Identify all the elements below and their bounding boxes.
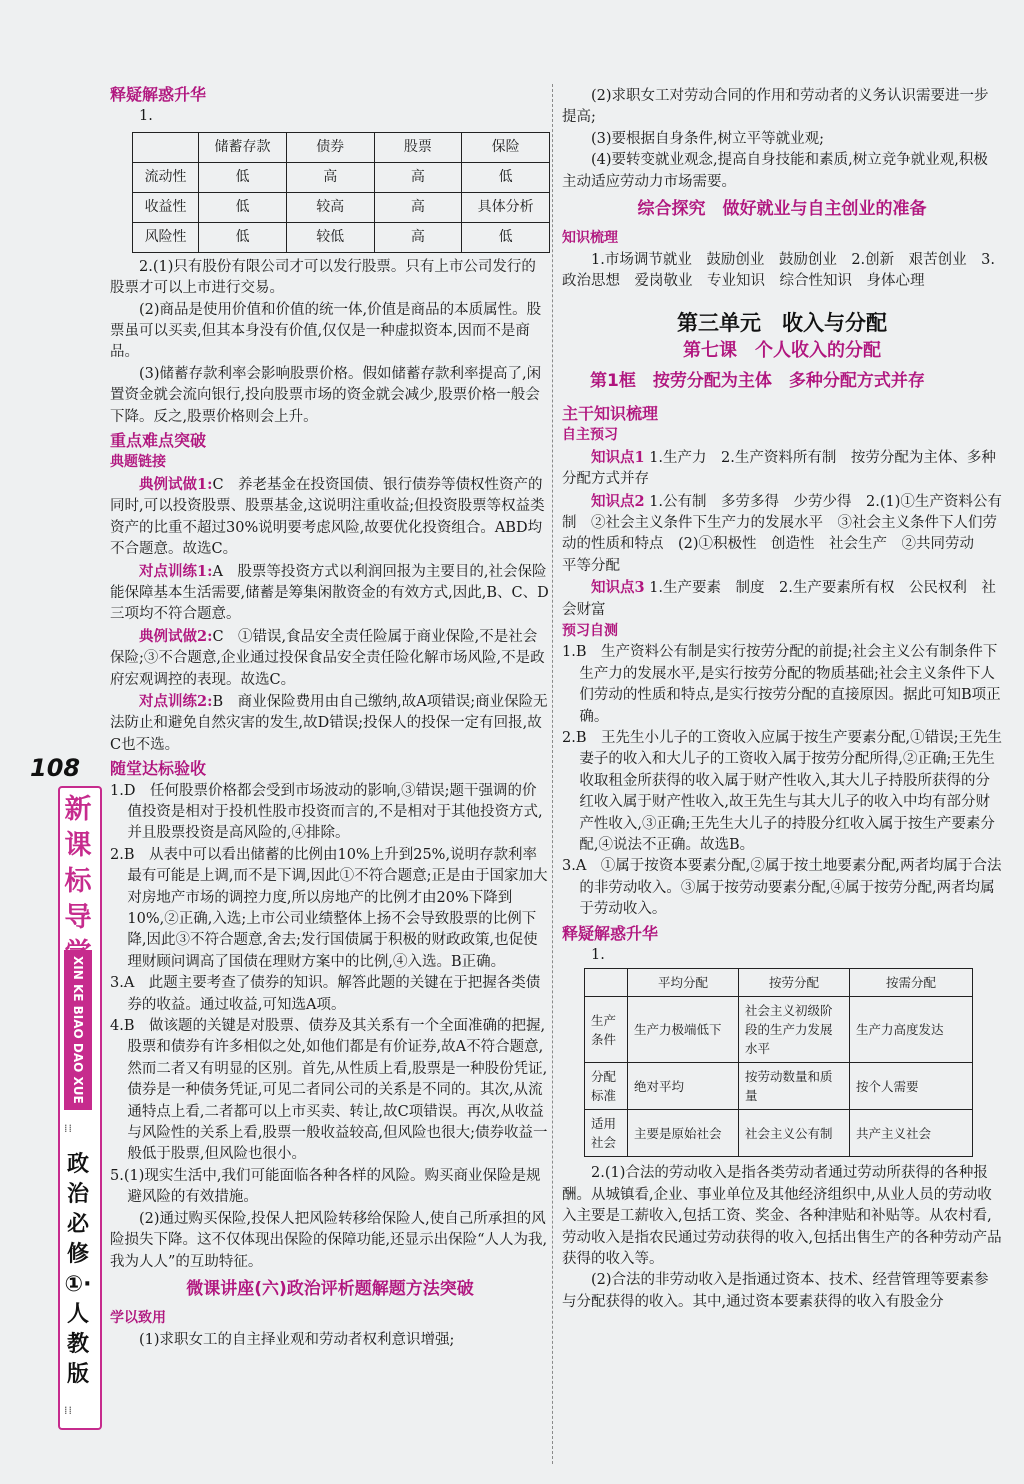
table-cell: 高	[374, 192, 462, 222]
heading-suitang: 随堂达标验收	[110, 759, 207, 779]
table-cell: 储蓄存款	[199, 132, 287, 162]
table-row	[133, 192, 550, 222]
knowledge-tag: 知识点2	[591, 492, 645, 510]
answer-paragraph: (2)合法的非劳动收入是指通过资本、技术、经营管理等要素参与分配获得的收入。其中,通过资本要素获得的收入有股金分	[562, 1272, 989, 1310]
knowledge-text: 1.生产力 2.生产资料所有制 按劳分配为主体、多种分配方式并存	[562, 449, 996, 488]
table-cell: 社会主义公有制	[739, 1110, 850, 1157]
table-cell: 低	[199, 162, 287, 192]
table-row	[585, 1063, 973, 1110]
table-cell: 分配标准	[585, 1063, 628, 1110]
training-paragraph	[110, 561, 550, 626]
example-tag: 典例试做2:	[139, 627, 213, 645]
book-title: 政治必修①·人教版	[64, 1152, 92, 1387]
example-text: C 养老基金在投资国债、银行债券等债权性资产的同时,可以投资股票、股票基金,这说明注重收益;但投资股票等权益类资产的比重不超过30%说明要考虑风险,故要优化投资组合。ABD均不合题意。故选C。	[110, 476, 545, 558]
table-cell: 保险	[462, 132, 550, 162]
quiz-answer: 1.B 生产资料公有制是实行按劳分配的前提;社会主义公有制条件下生产力的发展水平,是实行按劳分配的物质基础;社会主义条件下人们劳动的性质和特点,是实行按劳分配的直接原因。据此可知B项正确。	[562, 644, 1001, 725]
heading-zhugan: 主干知识梳理	[562, 403, 659, 423]
table-cell	[585, 969, 628, 997]
table-cell: 具体分析	[462, 192, 550, 222]
distribution-table	[584, 968, 973, 1157]
column-divider	[552, 84, 553, 1464]
table-cell: 社会主义初级阶段的生产力发展水平	[739, 997, 850, 1063]
example-tag: 典例试做1:	[139, 475, 213, 493]
heading-zonghe: 综合探究 做好就业与自主创业的准备	[637, 199, 927, 220]
table-cell: 按需分配	[850, 969, 973, 997]
quiz-answer: 2.B 从表中可以看出储蓄的比例由10%上升到25%,说明存款利率最有可能是上调,而不是下调,因此①不符合题意;正是由于国家加大对房地产市场的调控力度,所以房地产的比例才由20%下降到10%,②正确,入选;上市公司业绩整体上扬不会导致股票的比例下降,因此③不符合题意,舍去;发行国债属于积极的财政政策,也促使理财顾问调高了国债在理财方案中的比例,④入选。B正确。	[110, 846, 548, 970]
spine-dots: ⁞⁞	[64, 1122, 73, 1135]
frame-title: 第1框 按劳分配为主体 多种分配方式并存	[590, 371, 925, 392]
table-cell: 风险性	[133, 222, 199, 252]
quiz-answer: 2.B 王先生小儿子的工资收入应属于按生产要素分配,①错误;王先生妻子的收入和大儿子的工资收入属于按劳分配所得,②正确;王先生收取租金所获得的收入属于财产性收入,其大儿子持股所获得的分红收入属于财产性收入,故王先生与其大儿子的收入中均有部分财产性收入,③正确;王先生大儿子的持股分红收入属于按生产要素分配,④说法不正确。故选B。	[562, 729, 1002, 853]
right-column	[562, 86, 1002, 1313]
table-row	[585, 1110, 973, 1157]
table-row	[133, 222, 550, 252]
heading-shiyi-right: 释疑解惑升华	[562, 923, 659, 943]
training-paragraph	[110, 691, 550, 756]
series-title: 新课标导	[64, 794, 92, 933]
table-cell: 低	[462, 162, 550, 192]
table-cell: 生产条件	[585, 997, 628, 1063]
heading-zizhu: 自主预习	[562, 427, 618, 444]
table-cell: 流动性	[133, 162, 199, 192]
left-column	[110, 82, 550, 1351]
table-header-row	[133, 132, 550, 162]
table-cell: 低	[199, 222, 287, 252]
item-number: 1.	[139, 108, 153, 125]
table-cell: 低	[199, 192, 287, 222]
table-row	[133, 162, 550, 192]
heading-shiyi: 释疑解惑升华	[110, 85, 207, 104]
example-text: C ①错误,食品安全责任险属于商业保险,不是社会保险;③不合题意,企业通过投保食品安全责任险化解市场风险,不是政府宏观调控的表现。故选C。	[110, 628, 545, 688]
knowledge-tag: 知识点3	[591, 579, 645, 597]
table-cell: 按个人需要	[850, 1063, 973, 1110]
answer-paragraph: (4)要转变就业观念,提高自身技能和素质,树立竞争就业观,积极主动适应劳动力市场需要。	[562, 152, 988, 190]
heading-dianti: 典题链接	[110, 454, 166, 471]
heading-yuxi: 预习自测	[562, 622, 618, 639]
table-cell	[133, 132, 199, 162]
unit-title: 第三单元 收入与分配	[677, 310, 887, 335]
answer-paragraph: 2.(1)合法的劳动收入是指各类劳动者通过劳动所获得的各种报酬。从城镇看,企业、事业单位及其他经济组织中,从业人员的劳动收入主要是工薪收入,包括工资、奖金、各种津贴和补贴等。从农村看,劳动收入是指农民通过劳动获得的收入,包括出售生产的各种劳动产品获得的收入等。	[562, 1165, 1002, 1268]
table-cell: 高	[374, 222, 462, 252]
heading-weike: 微课讲座(六)政治评析题解题方法突破	[186, 1278, 474, 1299]
answer-paragraph: 1.市场调节就业 鼓励创业 鼓励创业 2.创新 艰苦创业 3.政治思想 爱岗敬业 专业知识 综合性知识 身体心理	[562, 251, 996, 290]
table-cell: 平均分配	[628, 969, 739, 997]
answer-paragraph: (1)求职女工的自主择业观和劳动者权利意识增强;	[139, 1331, 455, 1348]
knowledge-tag: 知识点1	[591, 448, 645, 466]
table-cell: 收益性	[133, 192, 199, 222]
table-cell: 低	[462, 222, 550, 252]
table-cell: 适用社会	[585, 1110, 628, 1157]
table-cell: 共产主义社会	[850, 1110, 973, 1157]
quiz-answer: 3.A 此题主要考查了债券的知识。解答此题的关键在于把握各类债券的收益。通过收益,可知选A项。	[110, 975, 541, 1013]
answer-paragraph: (3)储蓄存款利率会影响股票价格。假如储蓄存款利率提高了,闲置资金就会流向银行,投向股票市场的资金就会减少,股票价格一般会下降。反之,股票价格则会上升。	[110, 365, 542, 425]
table-cell: 生产力极端低下	[628, 997, 739, 1063]
page-number: 108	[30, 754, 81, 782]
training-tag: 对点训练2:	[139, 692, 213, 710]
item-number: 1.	[591, 947, 605, 964]
training-tag: 对点训练1:	[139, 562, 213, 580]
heading-zhishi: 知识梳理	[562, 230, 618, 247]
example-paragraph	[110, 474, 550, 561]
answer-paragraph: (2)商品是使用价值和价值的统一体,价值是商品的本质属性。股票虽可以买卖,但其本身没有价值,仅仅是一种虚拟资本,因而不是商品。	[110, 301, 542, 361]
lesson-title: 第七课 个人收入的分配	[683, 340, 881, 362]
table-cell: 高	[286, 162, 374, 192]
spine-dots: ⁞⁞	[64, 1404, 73, 1417]
heading-xueyi: 学以致用	[110, 1310, 166, 1327]
investment-table	[132, 132, 550, 253]
table-cell: 债券	[286, 132, 374, 162]
quiz-answer: 5.(1)现实生活中,我们可能面临各种各样的风险。购买商业保险是规避风险的有效措施。	[110, 1167, 541, 1206]
example-paragraph	[110, 626, 550, 691]
table-cell: 高	[374, 162, 462, 192]
series-pinyin: XIN KE BIAO DAO XUE	[64, 950, 92, 1110]
knowledge-text: 1.公有制 多劳多得 少劳少得 2.(1)①生产资料公有制 ②社会主义条件下生产力的发展水平 ③社会主义条件下人们劳动的性质和特点 (2)①积极性 创造性 社会生产 ②共同劳动 平等分配	[562, 493, 1002, 574]
quiz-answer: 1.D 任何股票价格都会受到市场波动的影响,③错误;题干强调的价值投资是相对于投机性股市投资而言的,不是相对于其他投资方式,并且股票投资是高风险的,④排除。	[110, 782, 543, 842]
answer-paragraph: 2.(1)只有股份有限公司才可以发行股票。只有上市公司发行的股票才可以上市进行交易。	[110, 258, 536, 297]
quiz-answer: 4.B 做该题的关键是对股票、债券及其关系有一个全面准确的把握,股票和债券有许多相似之处,如他们都是有价证券,故A不符合题意,然而二者又有明显的区别。首先,从性质上看,股票是一种股份凭证,债券是一种债务凭证,可见二者同公司的关系是不同的。其次,从流通特点上看,二者都可以上市买卖、转让,故C项错误。再次,从收益与风险性的关系上看,股票一般收益较高,但风险也很大;债券收益一般低于股票,但风险也很小。	[110, 1018, 548, 1163]
training-text: B 商业保险费用由自己缴纳,故A项错误;商业保险无法防止和避免自然灾害的发生,故D错误;投保人的投保一定有回报,故C也不选。	[110, 693, 548, 753]
table-cell: 较低	[286, 222, 374, 252]
knowledge-point	[562, 491, 1002, 578]
table-row	[585, 997, 973, 1063]
table-cell: 主要是原始社会	[628, 1110, 739, 1157]
table-cell: 生产力高度发达	[850, 997, 973, 1063]
table-cell: 绝对平均	[628, 1063, 739, 1110]
quiz-answer: 3.A ①属于按资本要素分配,②属于按土地要素分配,两者均属于合法的非劳动收入。③属于按劳动要素分配,④属于按劳分配,两者均属于劳动收入。	[562, 858, 1002, 918]
knowledge-text: 1.生产要素 制度 2.生产要素所有权 公民权利 社会财富	[562, 580, 996, 618]
quiz-answer: (2)通过购买保险,投保人把风险转移给保险人,使自己所承担的风险损失下降。这不仅体现出保险的保障功能,还显示出保险“人人为我,我为人人”的互助特征。	[110, 1210, 548, 1270]
table-cell: 股票	[374, 132, 462, 162]
table-cell: 按劳分配	[739, 969, 850, 997]
training-text: A 股票等投资方式以利润回报为主要目的,社会保险能保障基本生活需要,储蓄是筹集闲散资金的有效方式,因此,B、C、D三项均不符合题意。	[110, 563, 549, 623]
table-cell: 按劳动数量和质量	[739, 1063, 850, 1110]
answer-paragraph: (2)求职女工对劳动合同的作用和劳动者的义务认识需要进一步提高;	[562, 88, 989, 126]
heading-zhongdian: 重点难点突破	[110, 431, 207, 451]
knowledge-point	[562, 577, 1002, 621]
knowledge-point	[562, 447, 1002, 491]
answer-paragraph: (3)要根据自身条件,树立平等就业观;	[591, 130, 825, 147]
table-header-row	[585, 969, 973, 997]
table-cell: 较高	[286, 192, 374, 222]
